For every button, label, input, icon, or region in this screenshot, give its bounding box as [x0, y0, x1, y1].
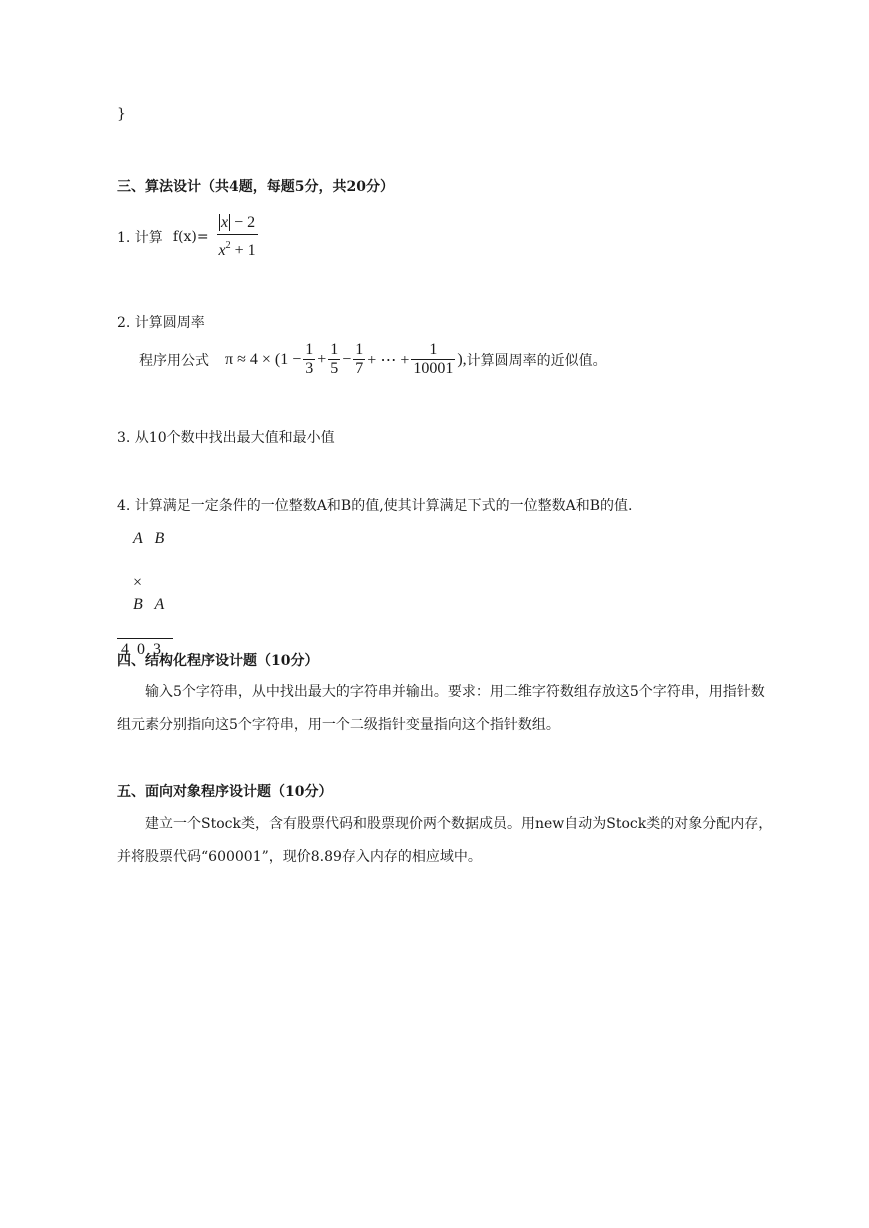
numerator-rest: − 2	[234, 214, 256, 231]
den-exp: 2	[225, 240, 231, 251]
puzzle-row-2	[117, 550, 173, 639]
section-5-body: 建立一个Stock类，含有股票代码和股票现价两个数据成员。用new自动为Stock类的对象分配内存，并将股票代码“600001”，现价8.89存入内存的相应域中。	[117, 816, 773, 865]
question-1-fraction	[217, 212, 258, 262]
op-2: −	[342, 350, 352, 368]
formula-close: ),	[457, 350, 467, 368]
den-base: x	[218, 242, 226, 259]
fraction-1-7-den: 7	[355, 360, 364, 377]
question-2-label: 2. 计算圆周率	[117, 315, 205, 331]
question-2-formula	[139, 341, 607, 378]
formula-tail: 计算圆周率的近似值。	[466, 352, 607, 369]
section-4-body: 输入5个字符串，从中找出最大的字符串并输出。要求：用二维字符数组存放这5个字符串，用指针数组元素分别指向这5个字符串，用一个二级指针变量指向这个指针数组。	[117, 684, 765, 733]
section-4-heading: 四、结构化程序设计题（10分）	[117, 653, 319, 669]
puzzle-row-2-values: B A	[133, 596, 165, 613]
fraction-1-3-num: 1	[305, 341, 314, 358]
closing-brace: }	[117, 106, 126, 122]
section-3-heading: 三、算法设计（共4题，每题5分，共20分）	[117, 179, 394, 195]
fraction-1-10001-num: 1	[429, 341, 438, 358]
formula-lead: 程序用公式	[139, 352, 209, 369]
question-4-label: 4. 计算满足一定条件的一位整数A和B的值,使其计算满足下式的一位整数A和B的值.	[117, 498, 633, 514]
multiplication-puzzle	[117, 528, 173, 661]
question-3-label: 3. 从10个数中找出最大值和最小值	[117, 430, 335, 446]
fraction-numerator	[217, 212, 258, 234]
fraction-1-5-num: 1	[330, 341, 339, 358]
fraction-1-3-den: 3	[305, 360, 314, 377]
multiply-sign: ×	[133, 574, 143, 591]
op-1: +	[317, 350, 327, 368]
fraction-1-7-num: 1	[355, 341, 364, 358]
puzzle-row-1: A B	[133, 530, 165, 547]
fraction-1-3	[303, 341, 315, 378]
abs-x: x	[221, 214, 229, 231]
pi-prefix: π ≈ 4 × (1 −	[225, 350, 302, 368]
question-1	[117, 212, 258, 262]
section-5-heading: 五、面向对象程序设计题（10分）	[117, 784, 333, 800]
fraction-denominator	[217, 234, 258, 262]
question-1-label: 1. 计算	[117, 230, 163, 246]
fraction-1-10001-den: 10001	[413, 360, 454, 377]
puzzle-row-3: 4 0 3	[121, 641, 161, 658]
fraction-1-5-den: 5	[330, 360, 339, 377]
fraction-1-7	[353, 341, 365, 378]
fraction-1-10001	[411, 341, 455, 378]
den-rest: + 1	[234, 242, 256, 259]
question-1-fx: f(x)=	[172, 229, 209, 245]
fraction-1-5	[328, 341, 340, 378]
op-3: + ⋯ +	[367, 351, 410, 369]
